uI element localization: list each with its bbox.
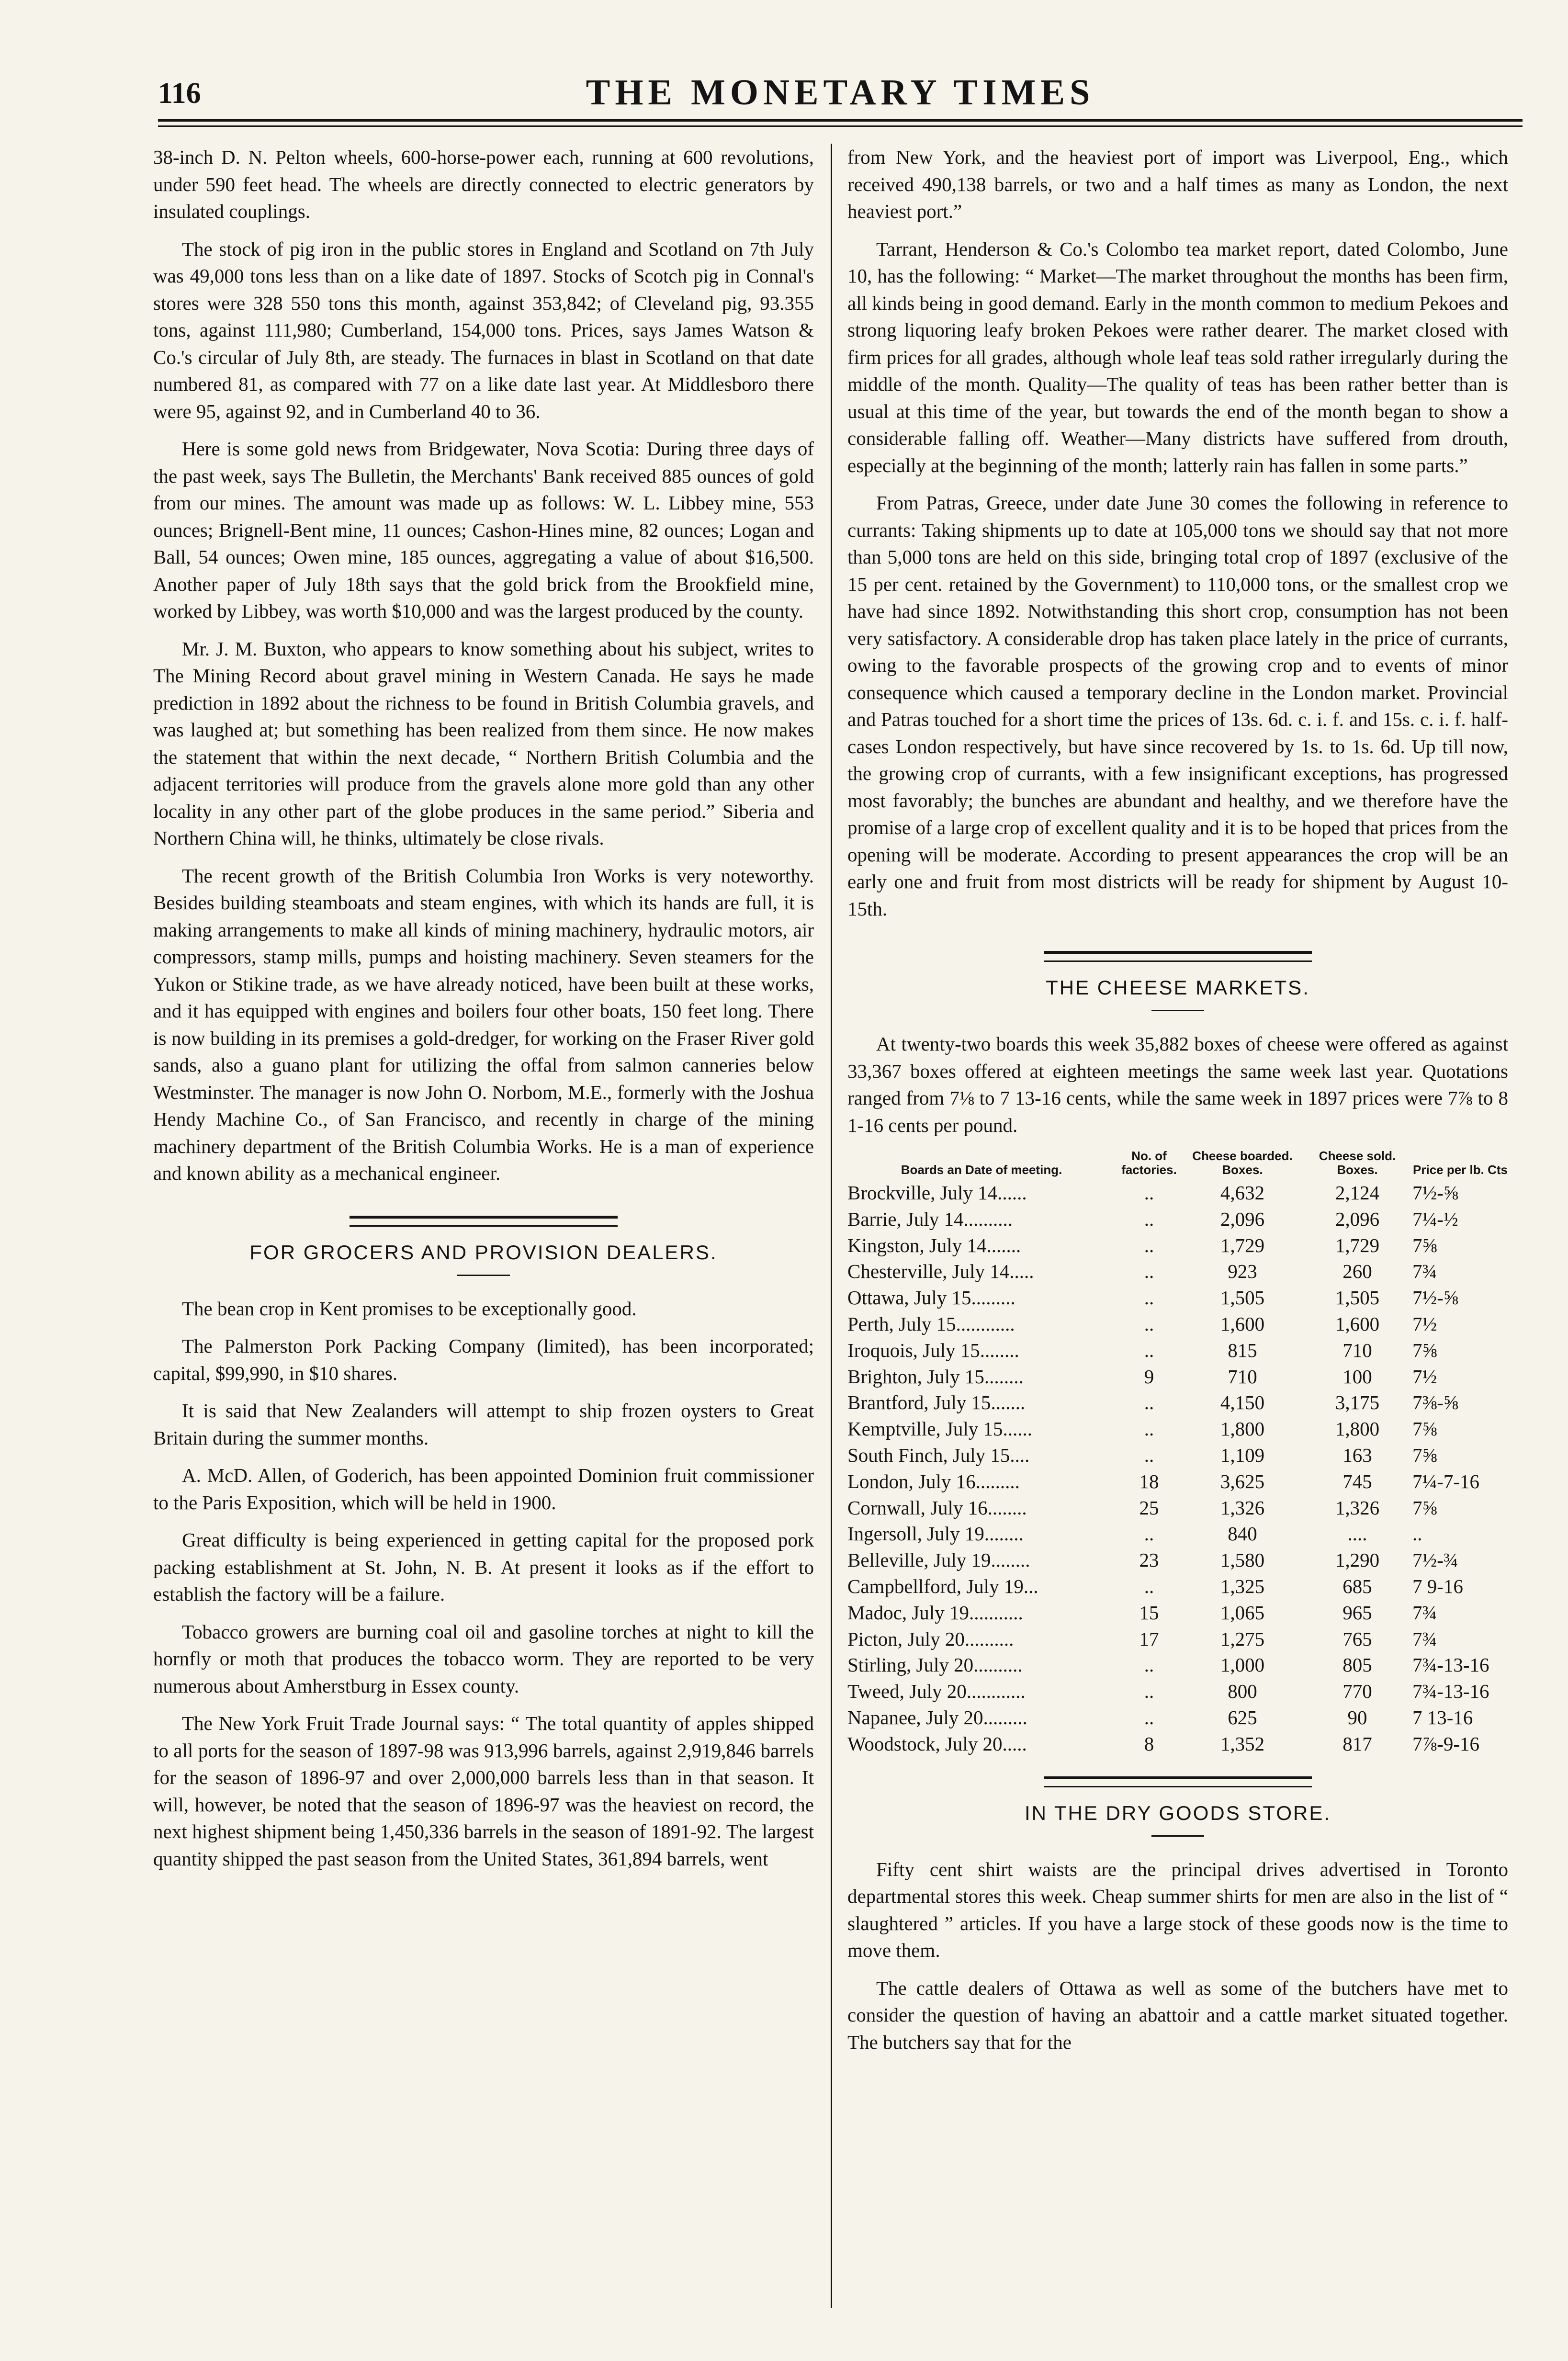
table-cell: 3,625 [1220, 1470, 1265, 1492]
table-cell: 7¼-½ [1412, 1208, 1458, 1230]
table-cell: 1,505 [1335, 1287, 1380, 1309]
table-row [847, 1600, 1508, 1626]
table-row [847, 1731, 1508, 1757]
table-cell: 7⅜-⅝ [1412, 1391, 1458, 1414]
table-cell: 1,600 [1335, 1312, 1380, 1335]
table-cell: Belleville, July 19........ [847, 1549, 1030, 1571]
table-cell: 817 [1342, 1732, 1372, 1755]
table-cell: 7½ [1412, 1365, 1437, 1388]
table-row [847, 1337, 1508, 1364]
table-cell: 800 [1228, 1680, 1257, 1703]
table-cell: Ottawa, July 15......... [847, 1287, 1015, 1309]
table-cell: .. [1144, 1260, 1154, 1283]
table-cell: 805 [1342, 1654, 1372, 1676]
table-row [847, 1442, 1508, 1469]
table-cell: Stirling, July 20.......... [847, 1654, 1023, 1676]
section-title: FOR GROCERS AND PROVISION DEALERS. [249, 1241, 718, 1264]
table-cell: 163 [1342, 1444, 1372, 1466]
table-cell: 100 [1342, 1365, 1372, 1388]
table-cell: 1,109 [1220, 1444, 1265, 1466]
table-cell: 1,800 [1220, 1418, 1265, 1440]
grocer-paragraph: A. McD. Allen, of Goderich, has been appointed Dominion fruit commissioner to the Paris Exposition, which will be held in 1900. [153, 1464, 814, 1514]
page-number: 116 [158, 77, 201, 110]
grocer-paragraph: Great difficulty is being experienced in getting capital for the proposed pork packing establishment at St. John, N. B. At present it looks as if the effort to establish the factory will be a failure. [153, 1529, 814, 1605]
table-row [847, 1547, 1508, 1573]
table-cell: 7½ [1412, 1312, 1437, 1335]
dry-goods-paragraph: Fifty cent shirt waists are the principal drives advertised in Toronto departmental stores this week. Cheap summer shirts for men are also in the list of “ slaughtered ” articles. If you have a large stock of these goods now is the time to move them. [847, 1858, 1508, 1962]
section-title: IN THE DRY GOODS STORE. [1024, 1801, 1331, 1824]
table-cell: 685 [1342, 1575, 1372, 1597]
table-cell: 7½-⅝ [1412, 1287, 1458, 1309]
table-cell: 1,326 [1220, 1496, 1265, 1519]
table-cell: Brockville, July 14...... [847, 1182, 1027, 1204]
page-header [158, 67, 1523, 120]
table-cell: 4,632 [1220, 1182, 1265, 1204]
table-row [847, 1311, 1508, 1337]
table-cell: 260 [1342, 1260, 1372, 1283]
table-cell: Picton, July 20.......... [847, 1627, 1014, 1650]
table-cell: .. [1144, 1523, 1154, 1545]
table-cell: 1,290 [1335, 1549, 1380, 1571]
grocer-paragraph: It is said that New Zealanders will attempt to ship frozen oysters to Great Britain during the summer months. [153, 1400, 814, 1449]
section-double-rule [1044, 951, 1312, 962]
table-cell: Napanee, July 20......... [847, 1706, 1027, 1728]
table-cell: 2,124 [1335, 1182, 1380, 1204]
table-cell: .. [1144, 1182, 1154, 1204]
table-cell: 1,000 [1220, 1654, 1265, 1676]
table-cell: 9 [1144, 1365, 1154, 1388]
table-cell: 7 13-16 [1412, 1706, 1473, 1728]
table-cell: 710 [1342, 1339, 1372, 1361]
right-column [847, 144, 1508, 2066]
table-cell: 1,600 [1220, 1312, 1265, 1335]
table-cell: .. [1144, 1339, 1154, 1361]
grocer-paragraph: The Palmerston Pork Packing Company (limited), has been incorporated; capital, $99,990, in $10 shares. [153, 1335, 814, 1384]
table-cell: Woodstock, July 20..... [847, 1732, 1027, 1755]
table-row [847, 1678, 1508, 1705]
table-row [847, 1206, 1508, 1232]
table-cell: .. [1144, 1444, 1154, 1466]
table-row [847, 1416, 1508, 1442]
section-title: THE CHEESE MARKETS. [1046, 976, 1310, 999]
table-cell: 1,326 [1335, 1496, 1380, 1519]
table-cell: .. [1144, 1208, 1154, 1230]
table-cell: Perth, July 15............ [847, 1312, 1015, 1335]
grocer-paragraph: The bean crop in Kent promises to be exceptionally good. [182, 1297, 637, 1320]
table-cell: 7⅝ [1412, 1418, 1437, 1440]
table-cell: 7¾ [1412, 1260, 1437, 1283]
table-row [847, 1364, 1508, 1390]
table-cell: Iroquois, July 15........ [847, 1339, 1019, 1361]
table-cell: 1,505 [1220, 1287, 1265, 1309]
article-paragraph: Here is some gold news from Bridgewater, Nova Scotia: During three days of the past week, says The Bulletin, the Merchants' Bank received 885 ounces of gold from our mines. The amount was made up as follows: W. L. Libbey mine, 553 ounces; Brignell-Bent mine, 11 ounces; Cashon-Hines mine, 82 ounces; Logan and Ball, 54 ounces; Owen mine, 185 ounces, aggregating a value of about $16,500. Another paper of July 18th says that the gold brick from the Brookfield mine, worked by Libbey, was worth $10,000 and was the largest produced by the county. [153, 438, 814, 622]
table-cell: Cornwall, July 16........ [847, 1496, 1027, 1519]
table-cell: 7½-⅝ [1412, 1182, 1458, 1204]
table-cell: 2,096 [1220, 1208, 1265, 1230]
table-cell: 765 [1342, 1627, 1372, 1650]
table-row [847, 1232, 1508, 1259]
table-cell: Campbellford, July 19... [847, 1575, 1038, 1597]
table-cell: .. [1144, 1287, 1154, 1309]
header-rule-thick [158, 119, 1523, 122]
table-cell: .. [1412, 1523, 1422, 1545]
cheese-section-heading [847, 951, 1508, 1011]
header-rule-thin [158, 125, 1523, 127]
header-factories: No. of factories. [1121, 1149, 1177, 1177]
table-row [847, 1626, 1508, 1652]
table-row [847, 1285, 1508, 1311]
section-short-rule [1151, 1835, 1204, 1837]
table-cell: 2,096 [1335, 1208, 1380, 1230]
table-cell: 1,729 [1335, 1234, 1380, 1256]
table-cell: .. [1144, 1654, 1154, 1676]
table-cell: 815 [1228, 1339, 1257, 1361]
table-cell: .. [1144, 1391, 1154, 1414]
article-paragraph: from New York, and the heaviest port of import was Liverpool, Eng., which received 490,138 barrels, or two and a half times as many as London, the next heaviest port.” [847, 146, 1508, 222]
table-cell: 25 [1139, 1496, 1159, 1519]
header-price: Price per lb. Cts [1413, 1163, 1508, 1177]
table-cell: Brighton, July 15........ [847, 1365, 1024, 1388]
table-row [847, 1495, 1508, 1521]
table-cell: .. [1144, 1418, 1154, 1440]
table-cell: Barrie, July 14.......... [847, 1208, 1013, 1230]
table-cell: 1,800 [1335, 1418, 1380, 1440]
table-row [847, 1180, 1508, 1206]
column-divider [831, 144, 832, 2308]
table-cell: .. [1144, 1312, 1154, 1335]
table-cell: 7⅞-9-16 [1412, 1732, 1480, 1755]
table-cell: 1,325 [1220, 1575, 1265, 1597]
table-cell: .. [1144, 1234, 1154, 1256]
table-cell: 3,175 [1335, 1391, 1380, 1414]
grocers-section-heading [153, 1216, 814, 1276]
table-cell: 7⅝ [1412, 1339, 1437, 1361]
table-cell: Chesterville, July 14..... [847, 1260, 1034, 1283]
table-cell: 1,352 [1220, 1732, 1265, 1755]
table-cell: 7⅝ [1412, 1496, 1437, 1519]
table-cell: Tweed, July 20............ [847, 1680, 1026, 1703]
grocer-paragraph: Tobacco growers are burning coal oil and gasoline torches at night to kill the hornfly or moth that produces the tobacco worm. They are reported to be very numerous about Amherstburg in Essex county. [153, 1620, 814, 1697]
table-cell: .. [1144, 1575, 1154, 1597]
table-cell: 965 [1342, 1601, 1372, 1624]
table-row [847, 1573, 1508, 1600]
table-cell: .. [1144, 1680, 1154, 1703]
table-cell: 710 [1228, 1365, 1257, 1388]
table-cell: Madoc, July 19........... [847, 1601, 1023, 1624]
table-cell: 90 [1347, 1706, 1367, 1728]
table-row [847, 1652, 1508, 1678]
table-row [847, 1705, 1508, 1731]
table-cell: Kemptville, July 15...... [847, 1418, 1033, 1440]
table-cell: 1,275 [1220, 1627, 1265, 1650]
article-paragraph: The recent growth of the British Columbia Iron Works is very noteworthy. Besides building steamboats and steam engines, with which its hands are full, it is making arrangements to make all kinds of mining machinery, hydraulic motors, air compressors, stamp mills, pumps and hoisting machinery. Seven steamers for the Yukon or Stikine trade, as we have already noticed, have been built at these works, and it has equipped with engines and boilers four other boats, 150 feet long. There is now building in its premises a gold-dredger, for working on the Fraser River gold sands, also a guano plant for utilizing the offal from salmon canneries below Westminster. The manager is now John O. Norbom, M.E., formerly with the Joshua Hendy Machine Co., of San Francisco, and recently in charge of the mining machinery department of the British Columbia Works. He is a man of experience and known ability as a mechanical engineer. [153, 864, 814, 1184]
article-paragraph: From Patras, Greece, under date June 30 comes the following in reference to currants: Taking shipments up to date at 105,000 tons we should say that not more than 5,000 tons are held on this side, bringing total crop of 1897 (exclusive of the 15 per cent. retained by the Government) to 110,000 tons, or the smallest crop we have had since 1892. Notwithstanding this short crop, consumption has not been very satisfactory. A considerable drop has taken place lately in the price of currants, owing to the favorable prospects of the growing crop and to events of minor consequence which caused a temporary decline in the London market. Provincial and Patras touched for a short time the prices of 13s. 6d. c. i. f. and 15s. c. i. f. half-cases London respectively, but have since recovered by 1s. to 1s. 6d. Up till now, the growing crop of currants, with a few insignificant exceptions, has progressed most favorably; the bunches are abundant and healthy, and we therefore have the promise of a large crop of excellent quality and it is to be hoped that prices from the opening will be moderate. According to present appearances the crop will be an early one and fruit from most districts will be ready for shipment by August 10-15th. [847, 492, 1508, 920]
grocer-paragraph: The New York Fruit Trade Journal says: “ The total quantity of apples shipped to all ports for the season of 1897-98 was 913,996 barrels, against 2,919,846 barrels for the season of 1896-97 and over 2,000,000 barrels less than in that season. It will, however, be noted that the season of 1896-97 was the heaviest on record, the next highest shipment being 1,450,336 barrels in the season of 1891-92. The largest quantity shipped the past season from the United States, 361,894 barrels, went [153, 1712, 814, 1870]
article-paragraph: Tarrant, Henderson & Co.'s Colombo tea market report, dated Colombo, June 10, has the following: “ Market—The market throughout the months has been firm, all kinds being in good demand. Early in the month common to medium Pekoes and strong liquoring leafy broken Pekoes were rather dearer. The market closed with firm prices for all grades, although whole leaf teas sold rather irregularly during the middle of the month. Quality—The quality of teas has been rather better than is usual at this time of the year, but towards the end of the month began to show a considerable falling off. Weather—Many districts have suffered from drouth, especially at the beginning of the month; latterly rain has fallen in some parts.” [847, 237, 1508, 476]
table-cell: 840 [1228, 1523, 1257, 1545]
table-cell: 7¾ [1412, 1627, 1437, 1650]
table-cell: 15 [1139, 1601, 1159, 1624]
article-paragraph: 38-inch D. N. Pelton wheels, 600-horse-power each, running at 600 revolutions, under 590 feet head. The wheels are directly connected to electric generators by insulated couplings. [153, 146, 814, 222]
table-cell: 1,580 [1220, 1549, 1265, 1571]
table-cell: 7⅝ [1412, 1234, 1437, 1256]
table-cell: 745 [1342, 1470, 1372, 1492]
table-cell: 17 [1139, 1627, 1159, 1650]
table-row [847, 1521, 1508, 1547]
table-cell: 1,065 [1220, 1601, 1265, 1624]
table-row [847, 1258, 1508, 1285]
section-double-rule [350, 1216, 618, 1227]
cheese-table [847, 1149, 1508, 1757]
dry-goods-paragraph: The cattle dealers of Ottawa as well as some of the butchers have met to consider the question of having an abattoir and a cattle market situated together. The butchers say that for the [847, 1977, 1508, 2053]
table-cell: 770 [1342, 1680, 1372, 1703]
header-boarded: Cheese boarded. Boxes. [1192, 1149, 1293, 1177]
masthead-title: THE MONETARY TIMES [586, 72, 1095, 113]
table-cell: 625 [1228, 1706, 1257, 1728]
section-double-rule [1044, 1776, 1312, 1787]
header-board: Boards an Date of meeting. [901, 1163, 1062, 1177]
section-short-rule [1151, 1010, 1204, 1011]
table-cell: 7 9-16 [1412, 1575, 1463, 1597]
article-paragraph: Mr. J. M. Buxton, who appears to know something about his subject, writes to The Mining Record about gravel mining in Western Canada. He says he made prediction in 1892 about the richness to be found in British Columbia gravels, and was laughed at; but something has been realized from them since. He now makes the statement that within the next decade, “ Northern British Columbia and the adjacent territories will produce from the gravels alone more gold than any other locality in any other part of the globe produces in the same period.” Siberia and Northern China will, he thinks, ultimately be close rivals. [153, 637, 814, 849]
table-cell: 7½-¾ [1412, 1549, 1458, 1571]
table-cell: 7¾-13-16 [1412, 1654, 1489, 1676]
table-cell: 7⅝ [1412, 1444, 1437, 1466]
table-cell: Ingersoll, July 19........ [847, 1523, 1024, 1545]
table-cell: 7¼-7-16 [1412, 1470, 1480, 1492]
table-cell: Brantford, July 15....... [847, 1391, 1026, 1414]
table-row [847, 1389, 1508, 1416]
table-cell: South Finch, July 15.... [847, 1444, 1030, 1466]
table-cell: 18 [1139, 1470, 1159, 1492]
table-cell: 23 [1139, 1549, 1159, 1571]
table-cell: .... [1347, 1523, 1367, 1545]
table-header-row [847, 1149, 1508, 1180]
article-paragraph: The stock of pig iron in the public stores in England and Scotland on 7th July was 49,000 tons less than on a like date of 1897. Stocks of Scotch pig in Connal's stores were 328 550 tons this month, against 353,842; of Cleveland pig, 93.355 tons, against 111,980; Cumberland, 154,000 tons. Prices, says James Watson & Co.'s circular of July 8th, are steady. The furnaces in blast in Scotland on that date numbered 81, as compared with 77 on a like date last year. At Middlesboro there were 95, against 92, and in Cumberland 40 to 36. [153, 237, 814, 422]
table-row [847, 1469, 1508, 1495]
table-cell: 4,150 [1220, 1391, 1265, 1414]
cheese-intro: At twenty-two boards this week 35,882 boxes of cheese were offered as against 33,367 boxes offered at eighteen meetings the same week last year. Quotations ranged from 7⅛ to 7 13-16 cents, while the same week in 1897 prices were 7⅞ to 8 1-16 cents per pound. [847, 1033, 1508, 1136]
header-sold: Cheese sold. Boxes. [1319, 1149, 1396, 1177]
table-cell: 1,729 [1220, 1234, 1265, 1256]
table-cell: Kingston, July 14....... [847, 1234, 1021, 1256]
cheese-table-body [847, 1180, 1508, 1757]
dry-goods-section-heading [847, 1776, 1508, 1837]
table-cell: 7¾ [1412, 1601, 1437, 1624]
table-cell: London, July 16......... [847, 1470, 1020, 1492]
table-cell: .. [1144, 1706, 1154, 1728]
table-cell: 923 [1228, 1260, 1257, 1283]
section-short-rule [457, 1275, 510, 1276]
table-cell: 7¾-13-16 [1412, 1680, 1489, 1703]
left-column [153, 144, 814, 1883]
table-cell: 8 [1144, 1732, 1154, 1755]
